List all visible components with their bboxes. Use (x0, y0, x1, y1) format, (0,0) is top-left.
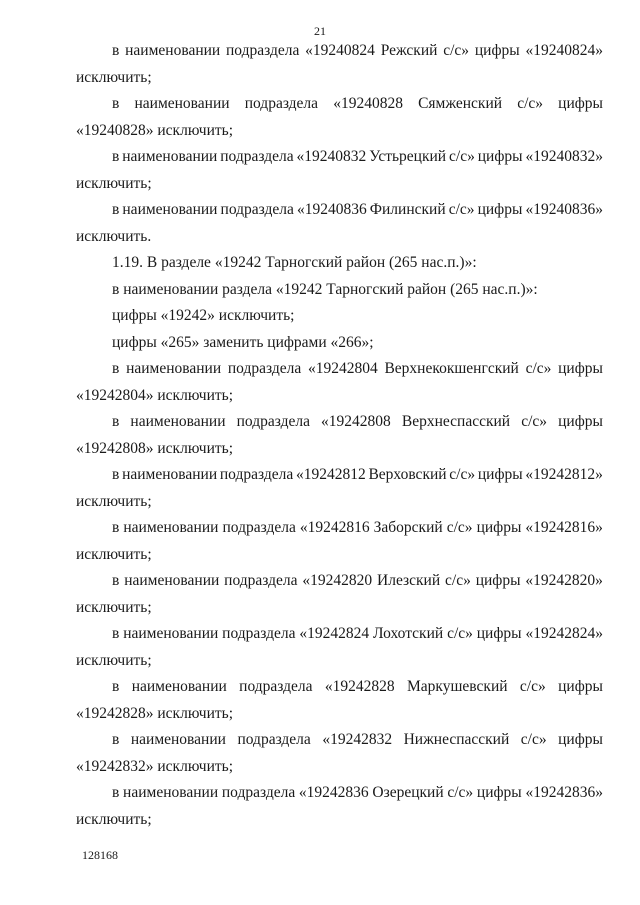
word: Режский (380, 42, 438, 59)
word: Филинский (369, 201, 446, 218)
paragraph (76, 356, 603, 409)
word: наименовании (123, 519, 219, 536)
page-number: 21 (314, 24, 326, 38)
word: в (112, 201, 120, 218)
word: «19242832 (322, 731, 393, 748)
text-line (76, 515, 603, 542)
word: цифры (558, 95, 603, 112)
text-line: «19242804» исключить; (76, 386, 234, 404)
text-line (76, 91, 603, 118)
word: Верхнеспасский (401, 413, 511, 430)
paragraph (76, 277, 603, 304)
paragraph (76, 330, 603, 357)
word: в (112, 148, 120, 165)
word: наименовании (123, 784, 219, 801)
word: цифры (474, 42, 520, 59)
word: «19242808 (321, 413, 391, 430)
paragraph (76, 462, 603, 515)
text-line: исключить; (76, 68, 152, 86)
word: цифры (476, 519, 522, 536)
word: подраздела (236, 413, 310, 430)
word: с/с» (443, 42, 470, 59)
word: «19240832» (525, 148, 603, 165)
text-line: исключить; (76, 810, 152, 828)
paragraph (76, 674, 603, 727)
paragraph (76, 780, 603, 833)
text-line (76, 197, 603, 224)
paragraph (76, 409, 603, 462)
word: наименовании (125, 42, 221, 59)
word: в (112, 519, 120, 536)
text-line: исключить; (76, 651, 152, 669)
word: подраздела (220, 201, 294, 218)
footer-code: 128168 (82, 848, 118, 862)
word: с/с» (520, 731, 547, 748)
word: подраздела (227, 360, 302, 377)
word: с/с» (525, 360, 552, 377)
word: Маркушевский (407, 678, 508, 695)
paragraph (76, 144, 603, 197)
paragraph (76, 38, 603, 91)
text-line (76, 727, 603, 754)
word: «19240824» (525, 42, 603, 59)
word: Верхнекокшенгский (384, 360, 519, 377)
text-line (76, 568, 603, 595)
word: «19242820 (302, 572, 373, 589)
text-line (76, 356, 603, 383)
text-line (76, 621, 603, 648)
word: цифры (477, 466, 523, 483)
paragraph (76, 727, 603, 780)
word: подраздела (239, 678, 313, 695)
paragraph (76, 568, 603, 621)
word: с/с» (449, 466, 476, 483)
word: подраздела (222, 625, 296, 642)
word: Лохотский (373, 625, 444, 642)
word: «19242816» (525, 519, 603, 536)
word: в (112, 572, 120, 589)
word: наименовании (122, 466, 218, 483)
word: подраздела (219, 466, 294, 483)
word: «19242804 (307, 360, 378, 377)
word: подраздела (237, 731, 311, 748)
word: подраздела (220, 148, 294, 165)
text-line: исключить; (76, 598, 152, 616)
text-line: исключить. (76, 227, 152, 245)
word: «19240836 (296, 201, 367, 218)
word: с/с» (447, 625, 473, 642)
word: «19242812» (525, 466, 603, 483)
text-line (76, 780, 603, 807)
text-line: «19242832» исключить; (76, 757, 234, 775)
word: подраздела (226, 42, 300, 59)
word: «19240828 (333, 95, 403, 112)
word: в (112, 625, 120, 642)
word: наименовании (130, 413, 226, 430)
word: наименовании (122, 201, 218, 218)
text-line (76, 462, 603, 489)
word: в (112, 678, 120, 695)
word: с/с» (447, 784, 474, 801)
word: «19240832 (296, 148, 367, 165)
word: в (112, 42, 120, 59)
word: «19242812 (295, 466, 366, 483)
word: в (112, 95, 120, 112)
word: цифры (558, 731, 603, 748)
word: в (112, 466, 120, 483)
text-line (76, 409, 603, 436)
word: цифры (558, 413, 603, 430)
word: наименовании (130, 731, 226, 748)
word: наименовании (122, 148, 218, 165)
word: подраздела (221, 784, 296, 801)
word: с/с» (519, 678, 546, 695)
document-body (76, 38, 603, 833)
text-line: 1.19. В разделе «19242 Тарногский район (265 нас.п.)»: (112, 254, 477, 271)
word: с/с» (449, 148, 475, 165)
word: подраздела (222, 519, 296, 536)
word: в (112, 413, 120, 430)
word: в (112, 731, 120, 748)
word: «19240824 (305, 42, 375, 59)
paragraph (76, 515, 603, 568)
word: с/с» (517, 95, 544, 112)
word: с/с» (448, 201, 475, 218)
word: Озерецкий (372, 784, 444, 801)
word: наименовании (126, 360, 222, 377)
word: Верховский (368, 466, 447, 483)
word: с/с» (445, 572, 471, 589)
word: цифры (477, 148, 523, 165)
paragraph (76, 303, 603, 330)
text-line (76, 144, 603, 171)
word: наименовании (124, 572, 220, 589)
word: цифры (477, 201, 523, 218)
word: с/с» (521, 413, 548, 430)
word: цифры (558, 360, 603, 377)
word: наименовании (123, 625, 219, 642)
text-line: цифры «265» заменить цифрами «266»; (112, 333, 374, 351)
word: «19242816 (299, 519, 370, 536)
word: в (112, 360, 120, 377)
paragraph (76, 91, 603, 144)
paragraph (76, 197, 603, 250)
word: Нижнеспасский (403, 731, 510, 748)
word: в (112, 784, 120, 801)
word: цифры (476, 784, 522, 801)
text-line: «19240828» исключить; (76, 121, 234, 139)
paragraph (76, 621, 603, 674)
word: цифры (558, 678, 603, 695)
text-line: в наименовании раздела «19242 Тарногский район (265 нас.п.)»: (112, 280, 538, 298)
word: Сямженский (418, 95, 503, 112)
word: «19242824» (525, 625, 603, 642)
text-line: «19242828» исключить; (76, 704, 234, 722)
word: Устьрецкий (369, 148, 447, 165)
word: «19242836» (525, 784, 603, 801)
word: подраздела (224, 572, 298, 589)
word: цифры (476, 625, 522, 642)
word: «19242824 (299, 625, 370, 642)
text-line: цифры «19242» исключить; (112, 307, 295, 324)
word: «19242828 (324, 678, 395, 695)
word: «19242820» (525, 572, 603, 589)
word: наименовании (134, 95, 230, 112)
word: «19242836 (298, 784, 369, 801)
text-line (76, 674, 603, 701)
word: наименовании (131, 678, 227, 695)
text-line (76, 38, 603, 65)
text-line: исключить; (76, 174, 152, 192)
word: цифры (475, 572, 521, 589)
text-line: исключить; (76, 545, 152, 563)
text-line: «19242808» исключить; (76, 439, 234, 457)
text-line: исключить; (76, 492, 152, 510)
paragraph (76, 250, 603, 277)
word: с/с» (446, 519, 473, 536)
word: Заборский (373, 519, 443, 536)
word: Илезский (377, 572, 441, 589)
word: «19240836» (525, 201, 603, 218)
word: подраздела (244, 95, 319, 112)
